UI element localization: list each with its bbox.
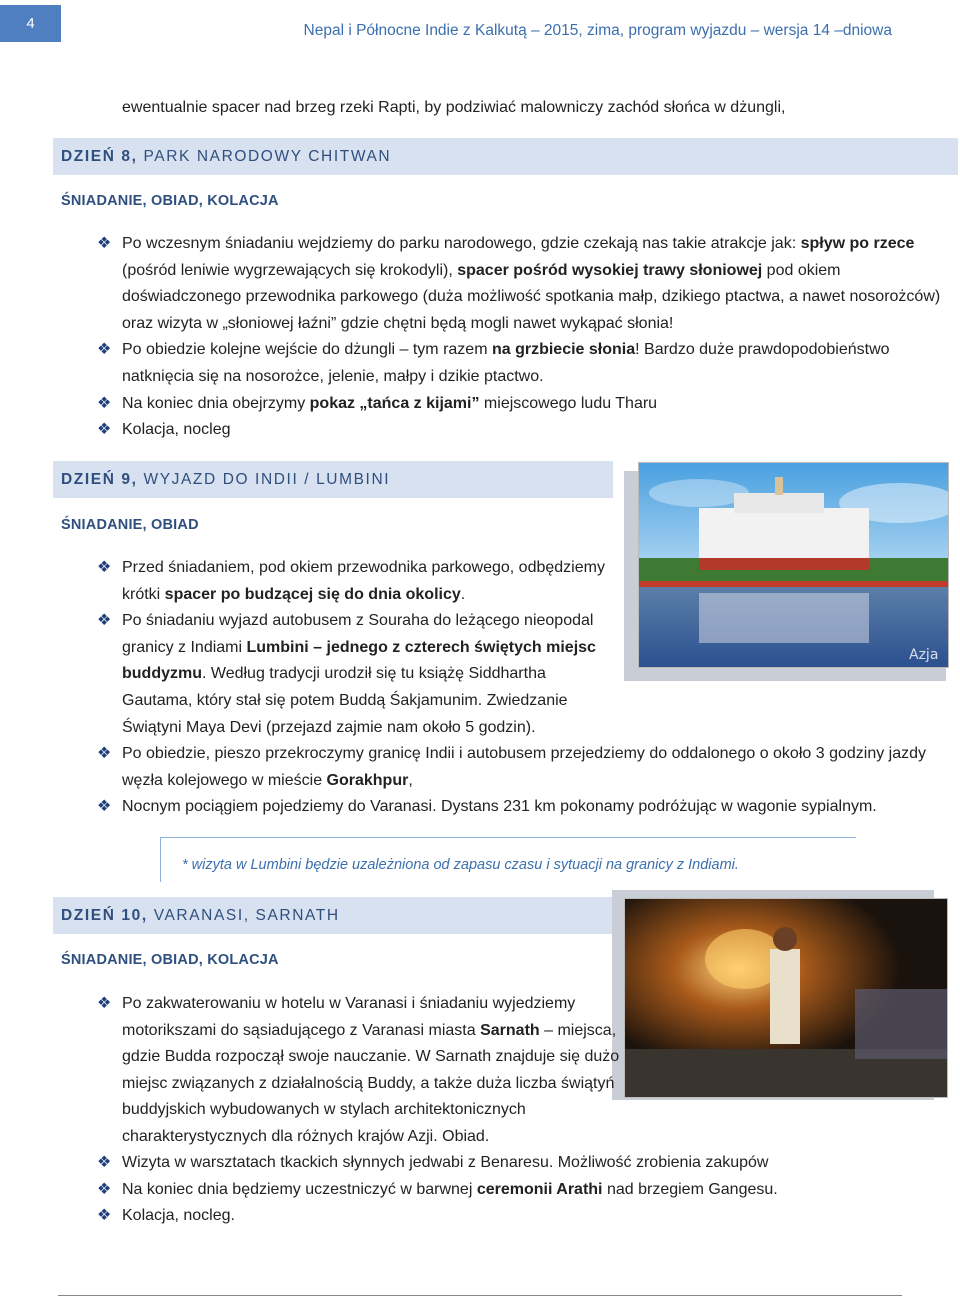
list-item xyxy=(60,1203,950,1230)
list-item xyxy=(60,555,620,608)
list-item xyxy=(60,991,620,1151)
item-text: (pośród leniwie wygrzewających się krokodyli), xyxy=(122,261,458,279)
item-text: Po wczesnym śniadaniu wejdziemy do parku narodowego, gdzie czekają nas takie atrakcje jak: xyxy=(122,235,801,252)
day8-items xyxy=(60,231,950,444)
emphasis-text: Sarnath xyxy=(480,1021,540,1039)
emphasis-text: Lumbini – jednego z czterech świętych miejsc buddyzmu xyxy=(122,638,596,683)
day8-label: DZIEŃ 8, xyxy=(61,147,138,165)
day10-items-bottom xyxy=(60,1150,950,1230)
item-text: ! Bardzo duże prawdopodobieństwo natknięcia się na nosorożce, jelenie, małpy i dzikie ptactwo. xyxy=(122,341,890,385)
diamond-bullet-icon: ❖ xyxy=(97,745,112,762)
day10-items-top xyxy=(60,991,620,1151)
list-item xyxy=(60,608,620,741)
day9-title: WYJAZD DO INDII / LUMBINI xyxy=(143,470,391,488)
diamond-bullet-icon: ❖ xyxy=(97,1207,112,1225)
day8-meals: ŚNIADANIE, OBIAD, KOLACJA xyxy=(61,193,279,209)
item-text: nad brzegiem Gangesu. xyxy=(602,1180,778,1198)
emphasis-text: spacer pośród wysokiej trawy słoniowej xyxy=(457,261,763,279)
footer-divider xyxy=(58,1295,902,1296)
item-text: Na koniec dnia będziemy uczestniczyć w barwnej xyxy=(122,1180,477,1198)
item-text: Po śniadaniu wyjazd autobusem z Souraha do leżącego nieopodal granicy z Indiami xyxy=(122,612,594,656)
day9-items-bottom xyxy=(60,741,950,821)
item-text: . xyxy=(460,585,466,603)
day10-title: VARANASI, SARNATH xyxy=(153,906,340,924)
item-text: Na koniec dnia obejrzymy xyxy=(122,394,310,412)
list-item xyxy=(60,741,950,794)
diamond-bullet-icon: ❖ xyxy=(97,421,112,439)
day8-heading xyxy=(53,138,958,175)
day9-meals: ŚNIADANIE, OBIAD xyxy=(61,517,199,533)
emphasis-text: na grzbiecie słonia xyxy=(491,341,636,359)
lumbini-note: * wizyta w Lumbini będzie uzależniona od zapasu czasu i sytuacji na granicy z Indiami. xyxy=(182,857,739,873)
lumbini-photo xyxy=(638,462,949,668)
list-item xyxy=(60,1150,950,1177)
item-text: , xyxy=(408,771,413,789)
item-text: Kolacja, nocleg xyxy=(122,421,231,439)
item-text: pod okiem doświadczonego przewodnika parkowego (duża możliwość spotkania małp, dzikiego ptactwa, a nawet nosorożców) oraz wizyta w „słoniowej łaźni” gdzie chętni będą mogli nawet wykąpać słonia! xyxy=(122,261,941,332)
list-item xyxy=(60,1177,950,1204)
item-text: Nocnym pociągiem pojedziemy do Varanasi. Dystans 231 km pokonamy podróżując w wagonie sypialnym. xyxy=(122,798,877,816)
list-item xyxy=(60,337,950,390)
item-text: Po zakwaterowaniu w hotelu w Varanasi i śniadaniu wyjedziemy motorikszami do sąsiadującego z Varanasi miasta xyxy=(122,995,576,1039)
day8-title: PARK NARODOWY CHITWAN xyxy=(143,147,392,165)
item-text: Przed śniadaniem, pod okiem przewodnika parkowego, odbędziemy krótki xyxy=(122,559,605,603)
day9-heading xyxy=(53,461,613,498)
list-item xyxy=(60,794,950,821)
header-title: Nepal i Północne Indie z Kalkutą – 2015, zima, program wyjazdu – wersja 14 –dniowa xyxy=(303,22,892,39)
diamond-bullet-icon: ❖ xyxy=(97,235,112,252)
intro-line: ewentualnie spacer nad brzeg rzeki Rapti, by podziwiać malowniczy zachód słońca w dżungli, xyxy=(122,99,786,116)
emphasis-text: spacer po budzącej się do dnia okolicy xyxy=(164,585,461,603)
diamond-bullet-icon: ❖ xyxy=(97,798,112,816)
list-item xyxy=(60,391,950,418)
item-text: Po obiedzie, pieszo przekroczymy granicę Indii i autobusem przejedziemy do oddalonego o około 3 godziny jazdy węzła kolejowego w mieście xyxy=(122,745,927,789)
emphasis-text: spływ po rzece xyxy=(800,235,915,252)
emphasis-text: pokaz „tańca z kijami” xyxy=(309,394,480,412)
diamond-bullet-icon: ❖ xyxy=(97,394,112,412)
item-text: Po obiedzie kolejne wejście do dżungli – tym razem xyxy=(122,341,492,359)
day10-heading xyxy=(53,897,618,934)
item-text: . Według tradycji urodził się tu książę Siddhartha Gautama, który stał się potem Buddą Śakjamunim. Zwiedzanie Świątyni Maya Devi (przejazd zajmie nam około 5 godzin). xyxy=(122,665,568,736)
diamond-bullet-icon: ❖ xyxy=(97,1154,112,1171)
item-text: Kolacja, nocleg. xyxy=(122,1207,235,1225)
page-number: 4 xyxy=(0,5,61,42)
diamond-bullet-icon: ❖ xyxy=(97,612,112,630)
emphasis-text: ceremonii Arathi xyxy=(476,1180,603,1198)
day10-meals: ŚNIADANIE, OBIAD, KOLACJA xyxy=(61,952,279,968)
item-text: – miejsca, gdzie Budda rozpoczął swoje nauczanie. W Sarnath znajduje się dużo miejsc związanych z działalnością Buddy, a także duża liczba świątyń buddyjskich wybudowanych w stylach architektonicznych charakterystycznych dla różnych krajów Azji. Obiad. xyxy=(122,1021,620,1145)
diamond-bullet-icon: ❖ xyxy=(97,1180,112,1198)
diamond-bullet-icon: ❖ xyxy=(97,995,112,1012)
diamond-bullet-icon: ❖ xyxy=(97,341,112,359)
list-item xyxy=(60,231,950,337)
list-item xyxy=(60,417,950,444)
day10-label: DZIEŃ 10, xyxy=(61,906,148,924)
emphasis-text: Gorakhpur xyxy=(326,771,409,789)
diamond-bullet-icon: ❖ xyxy=(97,559,112,576)
day9-items-top xyxy=(60,555,620,741)
varanasi-photo xyxy=(624,898,948,1098)
photo-watermark: Azja xyxy=(909,647,939,663)
item-text: Wizyta w warsztatach tkackich słynnych jedwabi z Benaresu. Możliwość zrobienia zakupów xyxy=(122,1154,769,1171)
day9-label: DZIEŃ 9, xyxy=(61,470,138,488)
item-text: miejscowego ludu Tharu xyxy=(479,394,658,412)
